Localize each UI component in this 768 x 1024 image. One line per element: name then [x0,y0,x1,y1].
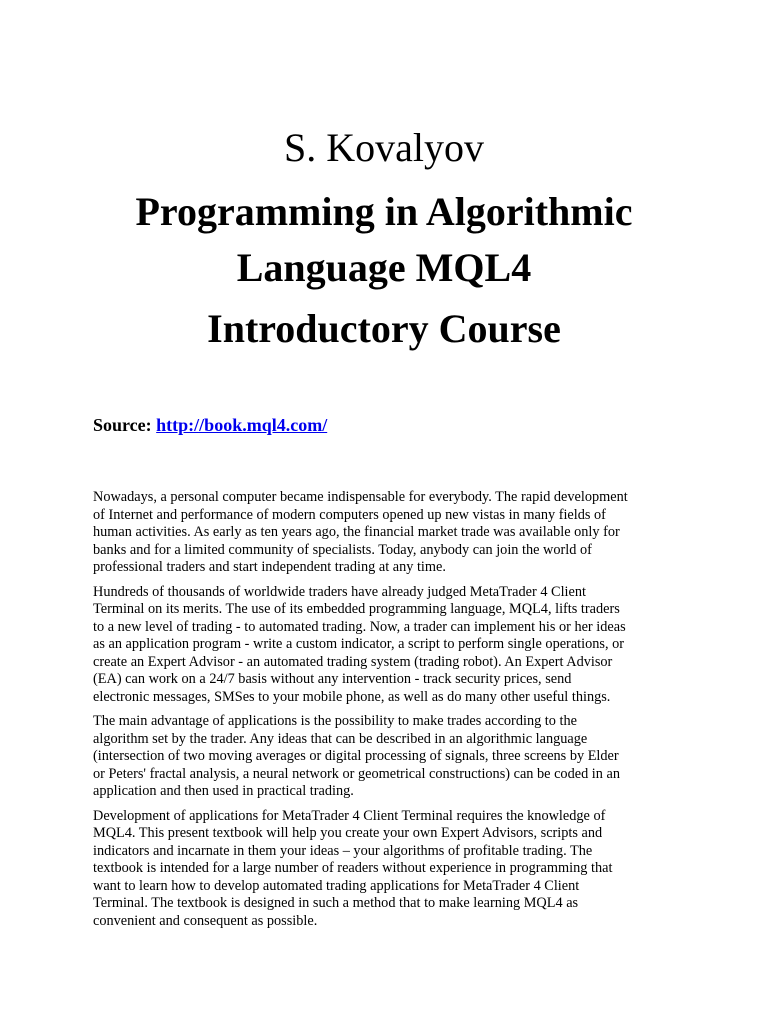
text-line: convenient and consequent as possible. [93,912,318,929]
text-line: professional traders and start independent trading at any time. [93,559,446,575]
text-line: Hundreds of thousands of worldwide traders have already judged MetaTrader 4 Client [93,583,586,600]
source-line [93,414,327,436]
text-line: Nowadays, a personal computer became indispensable for everybody. The rapid development [93,489,628,505]
text-line: of Internet and performance of modern computers opened up new vistas in many fields of [93,506,606,523]
book-title [0,184,768,357]
paragraph [93,808,683,931]
text-line: banks and for a limited community of specialists. Today, anybody can join the world of [93,541,592,558]
source-link[interactable]: http://book.mql4.com/ [156,415,328,435]
paragraph [93,584,683,707]
text-line: algorithm set by the trader. Any ideas that can be described in an algorithmic language [93,730,588,747]
text-line: or Peters' fractal analysis, a neural network or geometrical constructions) can be coded in an [93,765,620,782]
text-line: Terminal on its merits. The use of its embedded programming language, MQL4, lifts traders [93,601,620,617]
text-line: human activities. As early as ten years ago, the financial market trade was available only for [93,524,620,540]
text-line: create an Expert Advisor - an automated trading system (trading robot). An Expert Advisor [93,653,613,670]
text-line: want to learn how to develop automated trading applications for MetaTrader 4 Client [93,877,580,894]
paragraph [93,489,683,577]
title-line: Programming in Algorithmic [135,189,633,234]
author-name: S. Kovalyov [284,125,484,170]
text-line: MQL4. This present textbook will help you create your own Expert Advisors, scripts and [93,825,603,841]
text-line: indicators and incarnate in them your ideas – your algorithms of profitable trading. The [93,842,593,859]
text-line: textbook is intended for a large number of readers without experience in programming that [93,860,613,876]
source-label: Source: [93,415,152,435]
text-line: (intersection of two moving averages or digital processing of signals, three screens by Elder [93,748,619,764]
text-line: (EA) can work on a 24/7 basis without any intervention - track security prices, send [93,671,572,687]
text-line: application and then used in practical trading. [93,783,354,799]
title-line: Language MQL4 [236,245,532,290]
text-line: to a new level of trading - to automated trading. Now, a trader can implement his or her ideas [93,618,626,635]
text-line: The main advantage of applications is the possibility to make trades according to the [93,713,577,729]
title-line: Introductory Course [207,306,561,351]
text-line: Development of applications for MetaTrader 4 Client Terminal requires the knowledge of [93,807,606,824]
body-text [93,489,683,937]
text-line: as an application program - write a custom indicator, a script to perform single operations, or [93,636,625,652]
text-line: electronic messages, SMSes to your mobile phone, as well as do many other useful things. [93,688,611,705]
text-line: Terminal. The textbook is designed in such a method that to make learning MQL4 as [93,895,579,911]
paragraph [93,713,683,801]
